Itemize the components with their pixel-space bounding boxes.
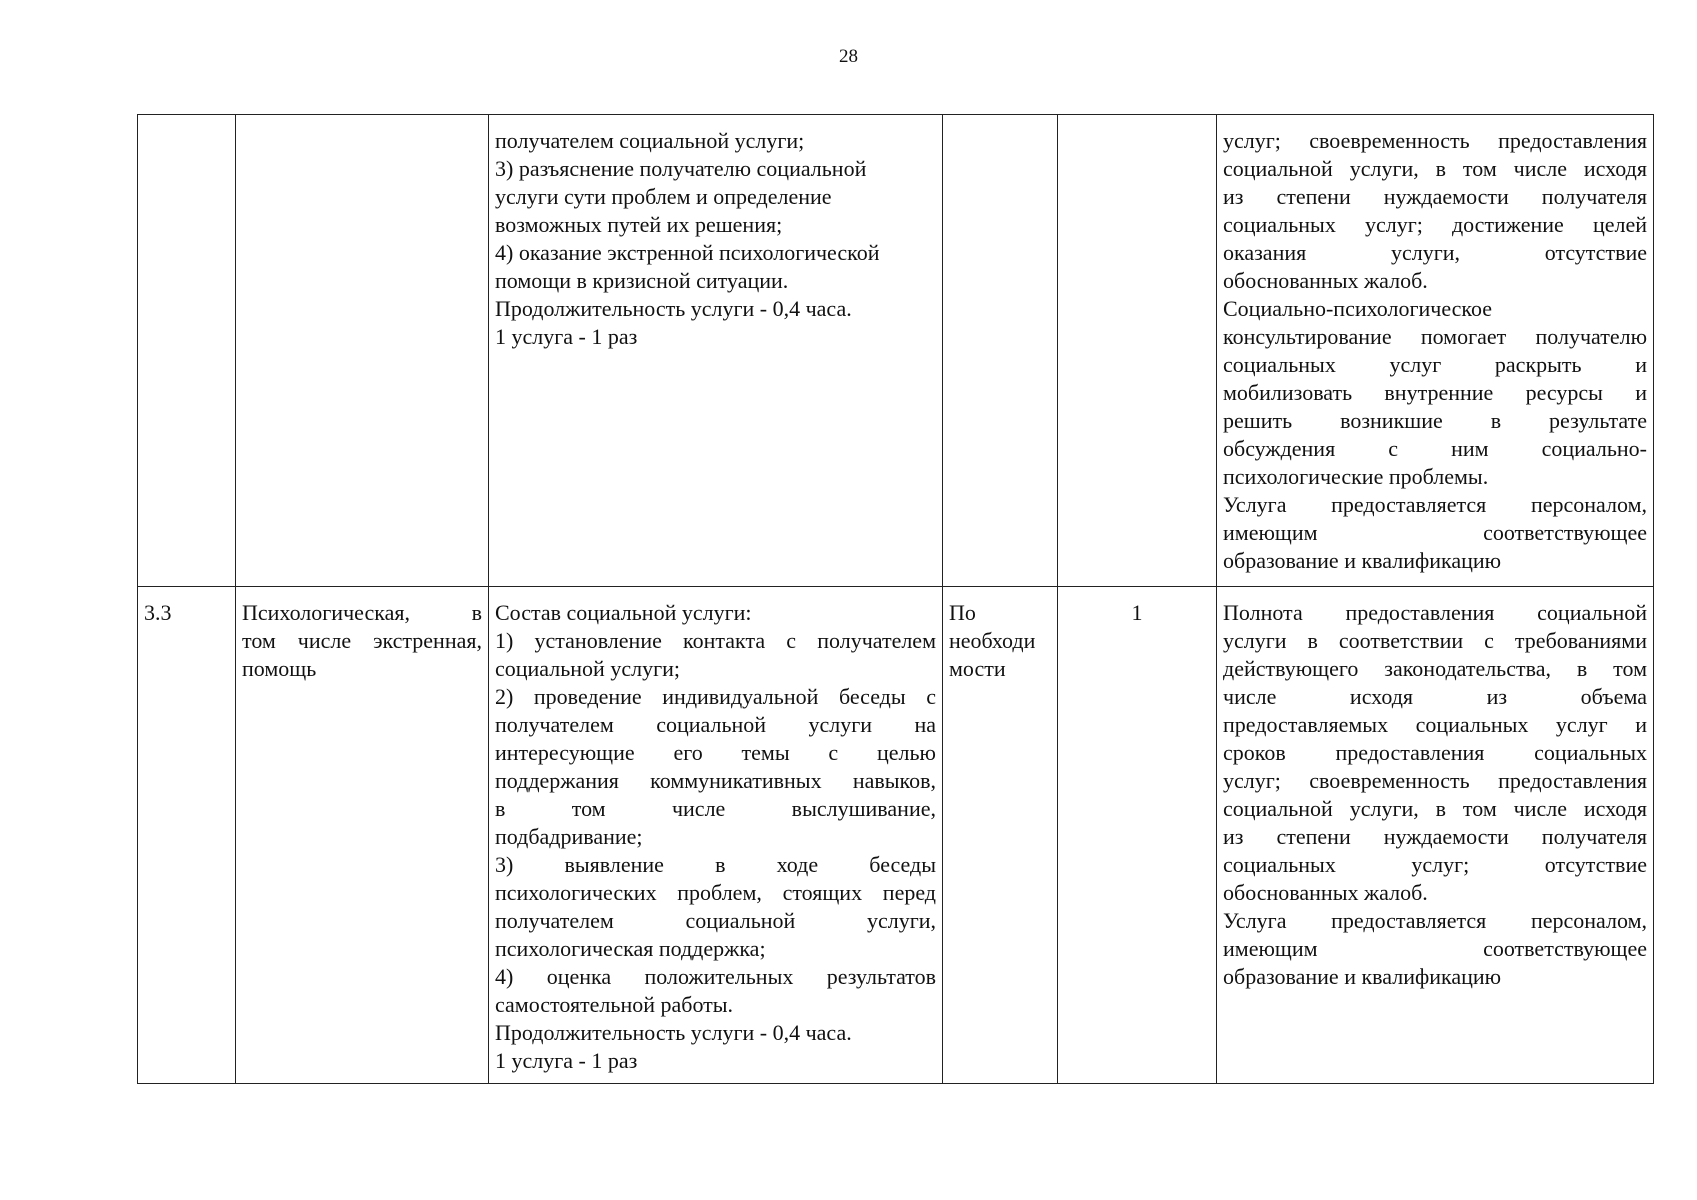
quality-criteria-cell	[1217, 587, 1654, 1084]
cell-text-line: социальных услуг раскрыть и	[1223, 352, 1647, 377]
cell-text-line: имеющим соответствующее	[1223, 520, 1647, 545]
service-name-cell	[236, 587, 489, 1084]
cell-text-line: По	[949, 600, 976, 625]
table-row	[138, 587, 1654, 1084]
quantity-cell	[1058, 115, 1217, 587]
cell-text-line: социальной услуги, в том числе исходя	[1223, 156, 1647, 181]
cell-text-line: услуг; своевременность предоставления	[1223, 768, 1647, 793]
cell-text-line: 4) оценка положительных результатов	[495, 964, 936, 989]
table-row	[138, 115, 1654, 587]
cell-text-line: 1) установление контакта с получателем	[495, 628, 936, 653]
cell-text-line: интересующие его темы с целью	[495, 740, 936, 765]
service-name-cell	[236, 115, 489, 587]
cell-text-line: помощь	[242, 656, 317, 681]
service-content-cell	[489, 587, 943, 1084]
cell-text-line: оказания услуги, отсутствие	[1223, 240, 1647, 265]
row-index-cell: 3.3	[138, 587, 236, 1084]
cell-text-line: 3) разъяснение получателю социальной	[495, 156, 867, 181]
cell-text-line: услуги сути проблем и определение	[495, 184, 832, 209]
cell-text-line: из степени нуждаемости получателя	[1223, 184, 1647, 209]
frequency-cell	[943, 115, 1058, 587]
cell-text-line: социальной услуги, в том числе исходя	[1223, 796, 1647, 821]
cell-text-line: психологическая поддержка;	[495, 936, 766, 961]
cell-text-line: предоставляемых социальных услуг и	[1223, 712, 1647, 737]
cell-text-line: социальных услуг; достижение целей	[1223, 212, 1647, 237]
cell-text-line: образование и квалификацию	[1223, 548, 1502, 573]
page-number: 28	[839, 46, 858, 67]
cell-text-line: Полнота предоставления социальной	[1223, 600, 1647, 625]
row-index-cell	[138, 115, 236, 587]
service-content-cell	[489, 115, 943, 587]
cell-text-line: Состав социальной услуги:	[495, 600, 752, 625]
cell-text-line: получателем социальной услуги;	[495, 128, 805, 153]
cell-text-line: психологические проблемы.	[1223, 464, 1489, 489]
cell-text-line: 3) выявление в ходе беседы	[495, 852, 936, 877]
cell-text-line: Психологическая, в	[242, 600, 482, 625]
cell-text-line: поддержания коммуникативных навыков,	[495, 768, 936, 793]
cell-text-line: действующего законодательства, в том	[1223, 656, 1647, 681]
cell-text-line: помощи в кризисной ситуации.	[495, 268, 789, 293]
cell-text-line: числе исходя из объема	[1223, 684, 1647, 709]
cell-text-line: Социально-психологическое	[1223, 296, 1492, 321]
cell-text-line: 1 услуга - 1 раз	[495, 1048, 638, 1073]
cell-text-line: услуги в соответствии с требованиями	[1223, 628, 1647, 653]
quality-criteria-cell	[1217, 115, 1654, 587]
cell-text-line: решить возникшие в результате	[1223, 408, 1647, 433]
cell-text-line: самостоятельной работы.	[495, 992, 734, 1017]
cell-text-line: мобилизовать внутренние ресурсы и	[1223, 380, 1647, 405]
cell-text-line: 4) оказание экстренной психологической	[495, 240, 880, 265]
cell-text-line: в том числе выслушивание,	[495, 796, 936, 821]
cell-text-line: Услуга предоставляется персоналом,	[1223, 908, 1647, 933]
cell-text-line: обсуждения с ним социально-	[1223, 436, 1647, 461]
cell-text-line: мости	[949, 656, 1006, 681]
cell-text-line: социальной услуги;	[495, 656, 680, 681]
cell-text-line: обоснованных жалоб.	[1223, 880, 1428, 905]
cell-text-line: обоснованных жалоб.	[1223, 268, 1428, 293]
frequency-cell	[943, 587, 1058, 1084]
cell-text-line: получателем социальной услуги,	[495, 908, 936, 933]
cell-text-line: социальных услуг; отсутствие	[1223, 852, 1647, 877]
cell-text-line: 2) проведение индивидуальной беседы с	[495, 684, 936, 709]
cell-text-line: сроков предоставления социальных	[1223, 740, 1647, 765]
cell-text-line: Услуга предоставляется персоналом,	[1223, 492, 1647, 517]
cell-text-line: образование и квалификацию	[1223, 964, 1502, 989]
cell-text-line: Продолжительность услуги - 0,4 часа.	[495, 296, 852, 321]
quantity-cell: 1	[1058, 587, 1217, 1084]
cell-text-line: имеющим соответствующее	[1223, 936, 1647, 961]
cell-text-line: услуг; своевременность предоставления	[1223, 128, 1647, 153]
cell-text-line: необходи	[949, 628, 1036, 653]
cell-text-line: психологических проблем, стоящих перед	[495, 880, 936, 905]
services-table	[137, 114, 1654, 1084]
cell-text-line: консультирование помогает получателю	[1223, 324, 1647, 349]
cell-text-line: получателем социальной услуги на	[495, 712, 936, 737]
cell-text-line: из степени нуждаемости получателя	[1223, 824, 1647, 849]
cell-text-line: возможных путей их решения;	[495, 212, 783, 237]
cell-text-line: подбадривание;	[495, 824, 643, 849]
cell-text-line: 1 услуга - 1 раз	[495, 324, 638, 349]
cell-text-line: том числе экстренная,	[242, 628, 482, 653]
cell-text-line: Продолжительность услуги - 0,4 часа.	[495, 1020, 852, 1045]
